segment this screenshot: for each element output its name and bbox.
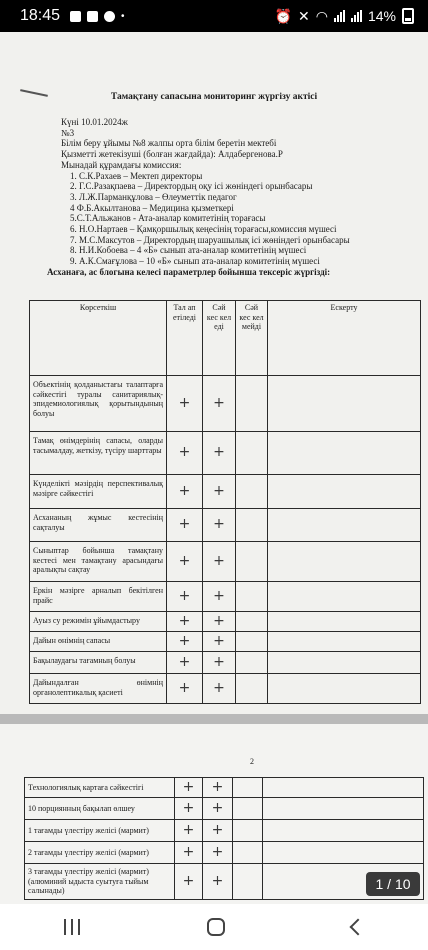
not-matches-cell bbox=[233, 864, 263, 900]
matches-mark: + bbox=[203, 864, 233, 900]
matches-mark: + bbox=[203, 475, 236, 509]
not-matches-cell bbox=[233, 778, 263, 798]
recent-apps-icon[interactable] bbox=[64, 919, 80, 935]
commission-member: 6. Н.О.Нартаев – Қамқоршылық кеңесінің торағасы,комиссия мүшесі bbox=[70, 224, 337, 235]
document-meta bbox=[47, 117, 350, 278]
navigation-bar bbox=[0, 904, 428, 950]
indicator-cell: Объектінің қолданыстағы талаптарға сәйкестігі туралы санитариялық-эпидемиологиялық қорытындының болуы bbox=[30, 376, 167, 432]
not-matches-cell bbox=[236, 475, 268, 509]
indicator-cell: Бақылаудағы тағамның болуы bbox=[30, 652, 167, 674]
document-number: №3 bbox=[61, 127, 75, 138]
table-row bbox=[25, 820, 424, 842]
table-row bbox=[30, 632, 421, 652]
page-separator bbox=[0, 714, 428, 724]
indicator-cell: Ауыз су режимін ұйымдастыру bbox=[30, 612, 167, 632]
table-row bbox=[30, 652, 421, 674]
not-matches-cell bbox=[236, 652, 268, 674]
header-demanded: Тал ап етіледі bbox=[167, 301, 203, 376]
commission-member: 8. Н.И.Кобоева – 4 «Б» сынып ата-аналар комитетінің мүшесі bbox=[70, 245, 307, 256]
demanded-mark: + bbox=[167, 674, 203, 704]
note-cell bbox=[263, 778, 424, 798]
table-row bbox=[30, 674, 421, 704]
table-row bbox=[30, 612, 421, 632]
not-matches-cell bbox=[236, 632, 268, 652]
matches-mark: + bbox=[203, 612, 236, 632]
commission-header: Мынадай құрамдағы комиссия: bbox=[61, 159, 182, 170]
indicator-cell: 3 тағамды үлестіру желісі (мармит) (алюминий ыдыста суытуға тыйым салынады) bbox=[25, 864, 175, 900]
not-matches-cell bbox=[233, 842, 263, 864]
more-dot-icon: • bbox=[121, 10, 125, 22]
note-cell bbox=[268, 542, 421, 582]
note-cell bbox=[268, 632, 421, 652]
system-icons bbox=[275, 8, 414, 25]
check-line: Асханаға, ас блогына келесі параметрлер бойынша тексеріс жүргізді: bbox=[47, 266, 331, 277]
table-row bbox=[25, 842, 424, 864]
table-row bbox=[30, 542, 421, 582]
battery-percent: 14% bbox=[367, 8, 396, 24]
commission-member: 7. М.С.Максутов – Директордың шаруашылық ісі жөніндегі орынбасары bbox=[70, 234, 350, 245]
note-cell bbox=[268, 674, 421, 704]
page-number: 2 bbox=[250, 757, 254, 766]
table-row bbox=[25, 864, 424, 900]
document-page-2[interactable] bbox=[0, 724, 428, 904]
demanded-mark: + bbox=[167, 475, 203, 509]
not-matches-cell bbox=[236, 674, 268, 704]
table-row bbox=[30, 376, 421, 432]
matches-mark: + bbox=[203, 632, 236, 652]
table-header-row bbox=[30, 301, 421, 376]
indicator-cell: 1 тағамды үлестіру желісі (мармит) bbox=[25, 820, 175, 842]
matches-mark: + bbox=[203, 674, 236, 704]
responsible: Қызметті жетекізуші (болған жағдайда): Алдабергенова.Р bbox=[61, 149, 283, 160]
not-matches-cell bbox=[236, 509, 268, 542]
matches-mark: + bbox=[203, 778, 233, 798]
header-note: Ескерту bbox=[268, 301, 421, 376]
not-matches-cell bbox=[236, 376, 268, 432]
demanded-mark: + bbox=[175, 842, 203, 864]
demanded-mark: + bbox=[175, 864, 203, 900]
not-matches-cell bbox=[236, 432, 268, 475]
not-matches-cell bbox=[236, 612, 268, 632]
document-title: Тамақтану сапасына мониторинг жүргізу актісі bbox=[110, 92, 318, 102]
header-matches: Сәй кес кел еді bbox=[203, 301, 236, 376]
matches-mark: + bbox=[203, 542, 236, 582]
table-row bbox=[30, 432, 421, 475]
monitoring-table-continued bbox=[24, 777, 424, 900]
battery-icon bbox=[402, 8, 414, 24]
demanded-mark: + bbox=[175, 778, 203, 798]
table-row bbox=[30, 582, 421, 612]
note-cell bbox=[263, 842, 424, 864]
wifi-icon: ◠ bbox=[315, 7, 328, 24]
matches-mark: + bbox=[203, 798, 233, 820]
indicator-cell: Еркін мәзірге арналып бекітілген прайс bbox=[30, 582, 167, 612]
monitoring-table bbox=[29, 300, 421, 704]
signal-icon-2 bbox=[351, 10, 362, 22]
indicator-cell: Дайындалған өнімнің органолептикалық қасиеті bbox=[30, 674, 167, 704]
not-matches-cell bbox=[236, 582, 268, 612]
demanded-mark: + bbox=[167, 376, 203, 432]
matches-mark: + bbox=[203, 432, 236, 475]
demanded-mark: + bbox=[167, 542, 203, 582]
indicator-cell: Тамақ өнімдерінің сапасы, оларды тасымалдау, жеткізу, түсіру шарттары bbox=[30, 432, 167, 475]
demanded-mark: + bbox=[167, 652, 203, 674]
status-time: 18:45 bbox=[20, 7, 61, 24]
page-counter: 1 / 10 bbox=[366, 872, 420, 896]
signal-icon bbox=[334, 10, 345, 22]
matches-mark: + bbox=[203, 820, 233, 842]
demanded-mark: + bbox=[175, 820, 203, 842]
indicator-cell: Күнделікті мәзірдің перспективалық мәзірге сәйкестігі bbox=[30, 475, 167, 509]
document-date: Күні 10.01.2024ж bbox=[61, 117, 128, 127]
alarm-icon: ⏰ bbox=[274, 7, 293, 24]
not-matches-cell bbox=[233, 798, 263, 820]
table-row bbox=[30, 475, 421, 509]
matches-mark: + bbox=[203, 509, 236, 542]
indicator-cell: 2 тағамды үлестіру желісі (мармит) bbox=[25, 842, 175, 864]
indicator-cell: Сыныптар бойынша тамақтану кестесі мен тамақтану арасындағы аралықты сақтау bbox=[30, 542, 167, 582]
commission-member: 5.С.Т.Альжанов - Ата-аналар комитетінің торағасы bbox=[70, 213, 266, 224]
commission-member: 1. С.К.Рахаев – Мектеп директоры bbox=[70, 170, 203, 181]
table-row bbox=[25, 798, 424, 820]
note-cell bbox=[268, 475, 421, 509]
commission-member: 2. Г.С.Разақпаева – Директордың оқу ісі жөніндегі орынбасары bbox=[70, 181, 313, 192]
note-cell bbox=[263, 798, 424, 820]
not-matches-cell bbox=[236, 542, 268, 582]
indicator-cell: Асхананың жұмыс кестесінің сақталуы bbox=[30, 509, 167, 542]
demanded-mark: + bbox=[167, 612, 203, 632]
status-bar bbox=[0, 0, 428, 32]
demanded-mark: + bbox=[167, 582, 203, 612]
gallery-icon bbox=[87, 11, 98, 22]
matches-mark: + bbox=[203, 652, 236, 674]
demanded-mark: + bbox=[167, 632, 203, 652]
notification-icon bbox=[70, 11, 81, 22]
home-icon[interactable] bbox=[207, 918, 225, 936]
note-cell bbox=[268, 509, 421, 542]
matches-mark: + bbox=[203, 842, 233, 864]
commission-member: 3. Л.Ж.Парманқұлова – Өлеуметтік педагог bbox=[70, 191, 237, 202]
header-not-matches: Сәй кес кел мейді bbox=[236, 301, 268, 376]
demanded-mark: + bbox=[167, 509, 203, 542]
back-icon[interactable] bbox=[350, 919, 367, 936]
demanded-mark: + bbox=[167, 432, 203, 475]
indicator-cell: Технологиялық картаға сәйкестігі bbox=[25, 778, 175, 798]
note-cell bbox=[268, 612, 421, 632]
header-indicator: Көрсеткіш bbox=[30, 301, 167, 376]
matches-mark: + bbox=[203, 582, 236, 612]
indicator-cell: 10 порциянның бақылап өлшеу bbox=[25, 798, 175, 820]
note-cell bbox=[268, 652, 421, 674]
youtube-icon bbox=[104, 11, 115, 22]
note-cell bbox=[268, 432, 421, 475]
note-cell bbox=[263, 820, 424, 842]
notification-icons bbox=[70, 11, 125, 22]
organization: Білім беру ұйымы №8 жалпы орта білім беретін мектебі bbox=[61, 138, 277, 149]
not-matches-cell bbox=[233, 820, 263, 842]
commission-member: 4 Ф.Б.Акылтанова – Медицина қызметкері bbox=[70, 202, 234, 213]
note-cell bbox=[268, 582, 421, 612]
table-row bbox=[30, 509, 421, 542]
commission-member: 9. А.К.Смағұлова – 10 «Б» сынып ата-аналар комитетінің мүшесі bbox=[70, 256, 320, 267]
mute-icon: ✕ bbox=[298, 7, 310, 24]
document-page-1[interactable] bbox=[0, 32, 428, 714]
matches-mark: + bbox=[203, 376, 236, 432]
note-cell bbox=[268, 376, 421, 432]
table-row bbox=[25, 778, 424, 798]
indicator-cell: Дайын өнімнің сапасы bbox=[30, 632, 167, 652]
demanded-mark: + bbox=[175, 798, 203, 820]
